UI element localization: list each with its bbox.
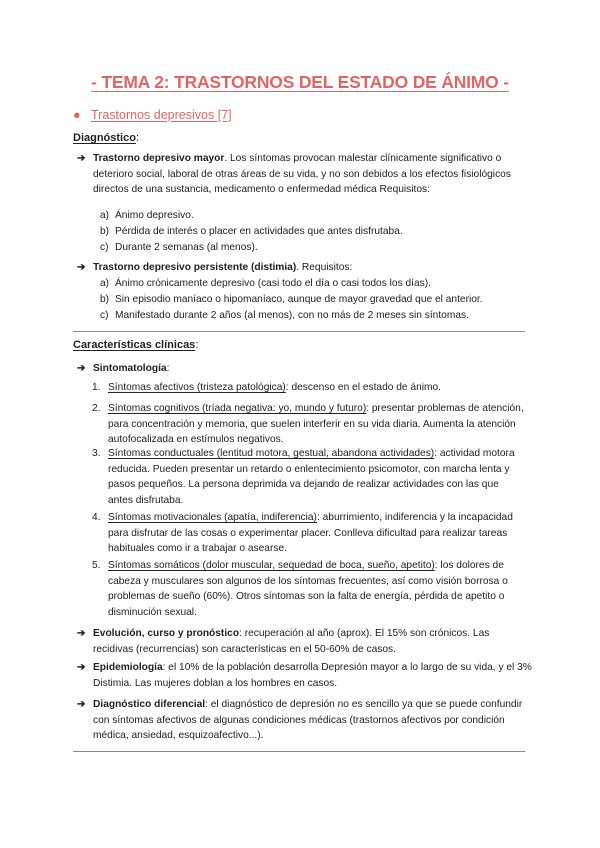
item-text: : recuperación al año (aprox). El 15% son crónicos. Las recidivas (recurrencias) son características en el 50-60% de casos. (93, 628, 490, 655)
numbered-item-afectivos (92, 380, 524, 396)
arrow-icon: ➔ (77, 699, 86, 710)
item-text: : los dolores de cabeza y musculares son algunos de los síntomas frecuentes, así como visión borrosa o problemas de sueño (60%). Otros síntomas son la falta de energía, pérdida de apetito o disminución sexual. (108, 560, 508, 618)
sintomatologia-item (77, 361, 532, 377)
item-text: . Los síntomas provocan malestar clínicamente significativo o deterioro social, laboral de otras áreas de su vida, y no son debidos a los efectos fisiológicos directos de una sustancia, medicamento o enfermedad médica Requisitos: (93, 153, 511, 196)
list-item (100, 292, 530, 308)
list-text: Ánimo crónicamente depresivo (casi todo el día o casi todos los días). (115, 278, 431, 289)
item-underlined: Síntomas afectivos (tristeza patológica) (108, 382, 286, 393)
item-title: Diagnóstico diferencial (93, 699, 206, 710)
numbered-item-conductuales (92, 446, 524, 508)
list-item (100, 224, 530, 240)
arrow-icon: ➔ (77, 153, 86, 164)
diagnostico-mayor-sublist (100, 208, 530, 255)
item-underlined: Síntomas conductuales (lentitud motora, gestual, abandona actividades) (108, 448, 435, 459)
arrow-icon: ➔ (77, 262, 86, 273)
item-underlined: Síntomas motivacionales (apatía, indiferencia) (108, 512, 317, 523)
list-marker: 5. (92, 560, 101, 571)
list-marker: 3. (92, 448, 101, 459)
diagnostico-persistente-sublist (100, 276, 530, 323)
diagnostico-heading (73, 132, 139, 144)
item-text: : actividad motora reducida. Pueden presentar un retardo o enlentecimiento psicomotor, con marcha lenta y pasos pequeños. La persona deprimida va dejando de realizar actividades con las que antes disfrutaba. (108, 448, 515, 506)
item-text: : (166, 363, 170, 374)
divider (73, 751, 525, 752)
list-text: Ánimo depresivo. (115, 210, 194, 221)
section-heading (73, 108, 232, 122)
list-marker: 4. (92, 512, 101, 523)
list-marker: c) (100, 241, 109, 253)
list-item (100, 240, 530, 256)
item-underlined: Síntomas somáticos (dolor muscular, sequedad de boca, sueño, apetito) (108, 560, 435, 571)
diagnostico-diferencial-item (77, 697, 532, 744)
item-text: : el diagnóstico de depresión no es sencillo ya que se puede confundir con síntomas afectivos de algunas condiciones médicas (trastornos afectivos por condición médica, ansiedad, esquizoafectivo...). (93, 699, 523, 742)
arrow-icon: ➔ (77, 363, 86, 374)
list-text: Durante 2 semanas (al menos). (115, 241, 258, 253)
list-marker: a) (100, 278, 110, 289)
item-title: Sintomatología (93, 363, 167, 374)
list-text: Pérdida de interés o placer en actividades que antes disfrutaba. (115, 225, 403, 237)
list-marker: 2. (92, 403, 101, 414)
list-marker: 1. (92, 382, 101, 393)
item-title: Trastorno depresivo persistente (distimia) (93, 262, 297, 273)
numbered-item-somaticos (92, 558, 524, 620)
list-item (100, 308, 530, 324)
diagnostico-item-mayor (77, 151, 532, 198)
numbered-item-motivacionales (92, 510, 524, 557)
list-marker: b) (100, 293, 110, 305)
diagnostico-item-persistente (77, 260, 532, 276)
list-item (100, 276, 530, 292)
item-title: Epidemiología (93, 662, 163, 673)
heading-colon: : (195, 339, 199, 351)
page-title: - TEMA 2: TRASTORNOS DEL ESTADO DE ÁNIMO - (91, 72, 509, 92)
list-text: Manifestado durante 2 años (al menos), con no más de 2 meses sin síntomas. (115, 309, 469, 321)
heading-colon: : (135, 132, 140, 144)
list-marker: b) (100, 225, 110, 237)
item-text: : descenso en el estado de ánimo. (285, 382, 441, 393)
section-label: Trastornos depresivos [7] (91, 108, 232, 122)
arrow-icon: ➔ (77, 662, 86, 673)
arrow-icon: ➔ (77, 628, 86, 639)
item-text: : el 10% de la población desarrolla Depresión mayor a lo largo de su vida, y el 3% Distimia. Las mujeres doblan a los hombres en casos. (93, 662, 532, 689)
caracteristicas-heading (73, 339, 198, 351)
list-marker: a) (100, 210, 110, 221)
item-text: . Requisitos: (296, 262, 353, 273)
item-underlined: Síntomas cognitivos (tríada negativa: yo, mundo y futuro) (108, 403, 367, 414)
numbered-item-cognitivos (92, 401, 524, 448)
evolucion-item (77, 626, 532, 657)
epidemiologia-item (77, 660, 532, 691)
diagnostico-heading-text: Diagnóstico (73, 132, 136, 144)
list-marker: c) (100, 309, 109, 321)
divider (73, 331, 525, 332)
item-text: : aburrimiento, indiferencia y la incapacidad para disfrutar de las cosas o experimentar placer. Conlleva dificultad para realizar tareas habituales como ir a trabajar o asearse. (108, 512, 513, 555)
list-item (100, 208, 530, 224)
bullet-icon: ● (73, 108, 81, 122)
caracteristicas-heading-text: Características clínicas (73, 339, 196, 351)
item-title: Trastorno depresivo mayor (93, 153, 225, 164)
list-text: Sin episodio maníaco o hipomaníaco, aunque de mayor gravedad que el anterior. (115, 293, 483, 305)
item-text: : presentar problemas de atención, para concentración y memoria, que suelen interferir en su vida diaria. Aumenta la atención autofocalizada en estímulos negativos. (108, 403, 524, 446)
item-title: Evolución, curso y pronóstico (93, 628, 240, 639)
